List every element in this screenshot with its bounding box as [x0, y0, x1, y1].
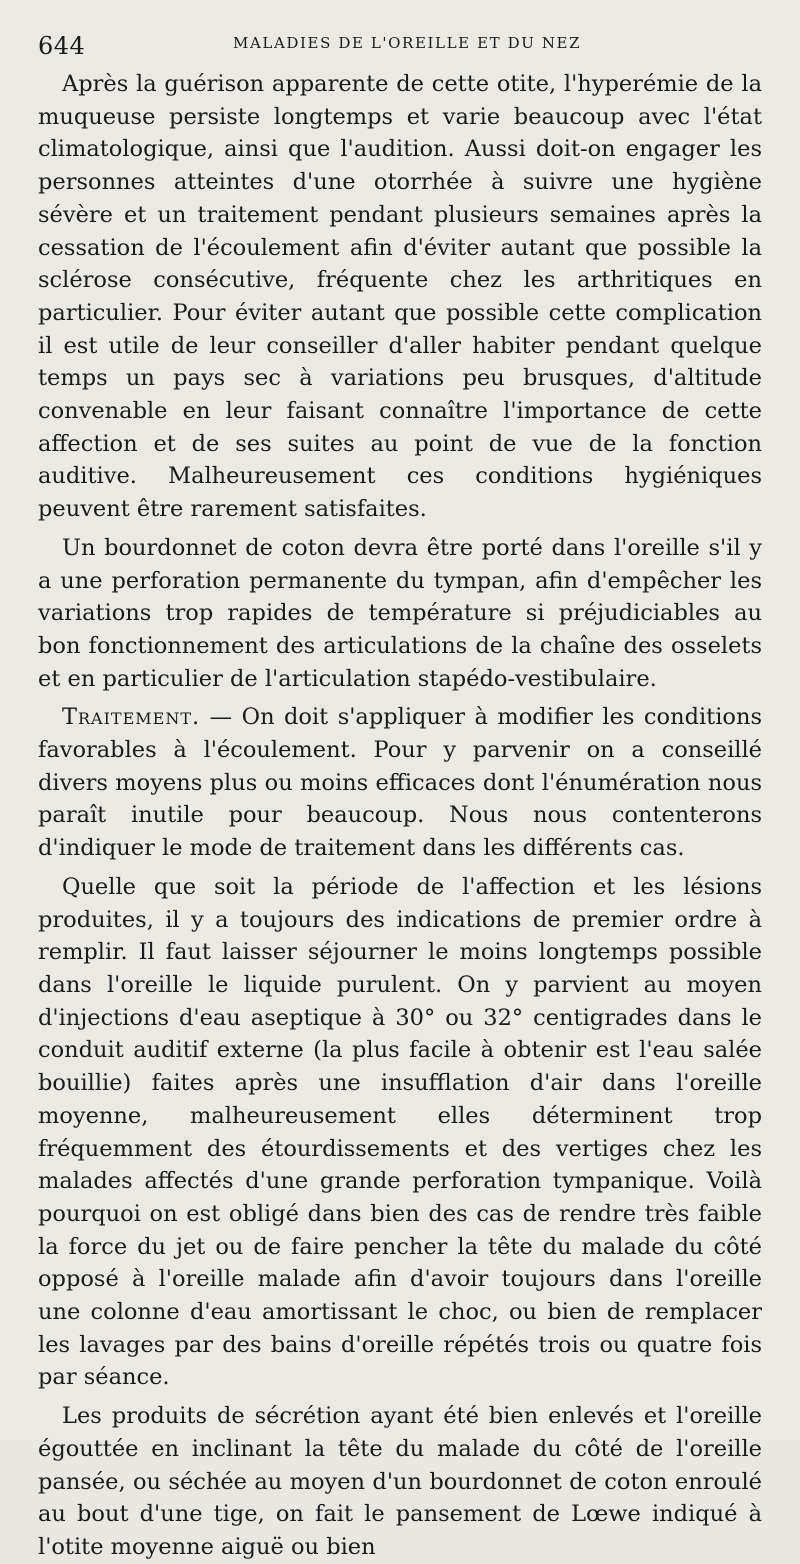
paragraph-1 — [38, 68, 762, 526]
paragraph-text: Après la guérison apparente de cette otite, l'hyperémie de la muqueuse persiste longtemps et varie beaucoup avec l'état climatologique, ainsi que l'audition. Aussi doit-on engager les personnes atteintes d'une otorrhée à suivre une hygiène sévère et un traitement pendant plusieurs semaines après la cessation de l'écoulement afin d'éviter autant que possible la sclérose consécutive, fréquente chez les arthritiques en particulier. Pour éviter autant que possible cette complication il est utile de leur conseiller d'aller habiter pendant quelque temps un pays sec à variations peu brusques, d'altitude convenable en leur faisant connaître l'importance de cette affection et de ses suites au point de vue de la fonction auditive. Malheureusement ces conditions hygiéniques peuvent être rarement satisfaites. — [38, 71, 762, 523]
paragraph-text: Un bourdonnet de coton devra être porté dans l'oreille s'il y a une perforation permanente du tympan, afin d'empêcher les variations trop rapides de température si préjudiciables au bon fonctionnement des articulations de la chaîne des osselets et en particulier de l'articulation stapédo-vestibulaire. — [38, 534, 762, 692]
paragraph-4 — [38, 871, 762, 1394]
page-number: 644 — [38, 32, 86, 60]
paragraph-2 — [38, 532, 762, 696]
paragraph-text: — On doit s'appliquer à modifier les conditions favorables à l'écoulement. Pour y parvenir on a conseillé divers moyens plus ou moins efficaces dont l'énumération nous paraît inutile pour beaucoup. Nous nous contenterons d'indiquer le mode de traitement dans les différents cas. — [38, 704, 762, 862]
section-heading-traitement: Traitement. — [62, 704, 201, 731]
running-head — [38, 28, 762, 62]
paragraph-5 — [38, 1400, 762, 1564]
paragraph-text: Quelle que soit la période de l'affection et les lésions produites, il y a toujours des indications de premier ordre à remplir. Il faut laisser séjourner le moins longtemps possible dans l'oreille le liquide purulent. On y parvient au moyen d'injections d'eau aseptique à 30° ou 32° centigrades dans le conduit auditif externe (la plus facile à obtenir est l'eau salée bouillie) faites après une insufflation d'air dans l'oreille moyenne, malheureusement elles déterminent trop fréquemment des étourdissements et des vertiges chez les malades affectés d'une grande perforation tympanique. Voilà pourquoi on est obligé dans bien des cas de rendre très faible la force du jet ou de faire pencher la tête du malade du côté opposé à l'oreille malade afin d'avoir toujours dans l'oreille une colonne d'eau amortissant le choc, ou bien de remplacer les lavages par des bains d'oreille répétés trois ou quatre fois par séance. — [38, 873, 762, 1391]
paragraph-text: Les produits de sécrétion ayant été bien enlevés et l'oreille égouttée en inclinant la tête du malade du côté de l'oreille pansée, ou séchée au moyen d'un bourdonnet de coton enroulé au bout d'une tige, on fait le pansement de Lœwe indiqué à l'otite moyenne aiguë ou bien — [38, 1403, 762, 1560]
paragraph-traitement — [38, 701, 762, 865]
running-title: MALADIES DE L'OREILLE ET DU NEZ — [233, 34, 582, 52]
